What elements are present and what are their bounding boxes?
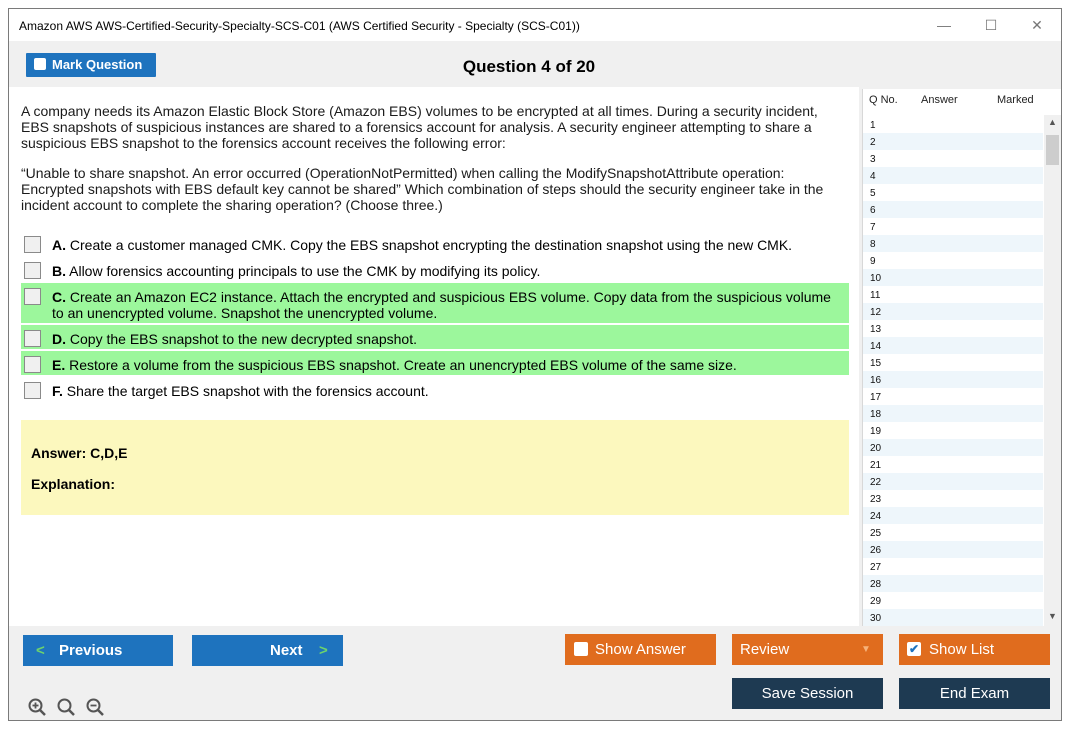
question-number: 19 [870,426,882,437]
question-list-row[interactable] [863,609,1043,626]
question-list-row[interactable] [863,320,1043,337]
option-e-text: Restore a volume from the suspicious EBS snapshot. Create an unencrypted EBS volume of the same size. [69,357,737,373]
save-session-button[interactable]: Save Session [732,678,883,709]
option-d[interactable] [21,325,849,349]
option-c-letter: C. [52,289,66,305]
question-list-row[interactable] [863,422,1043,439]
explanation-label: Explanation: [31,476,116,492]
zoom-out-icon[interactable] [86,698,104,716]
option-a-text: Create a customer managed CMK. Copy the EBS snapshot encrypting the destination snapshot using the new CMK. [69,237,793,253]
question-number: 21 [870,460,882,471]
option-b[interactable] [21,257,849,281]
question-list [862,89,1061,626]
question-list-row[interactable] [863,558,1043,575]
question-list-row[interactable] [863,473,1043,490]
question-number: 11 [870,290,881,301]
mark-checkbox-icon [34,58,46,70]
question-number: 14 [870,341,882,352]
answer-text: Answer: C,D,E [31,445,128,461]
option-b-checkbox[interactable] [24,262,41,279]
question-number: 3 [870,154,876,165]
marked-header: Marked [997,94,1034,106]
question-list-row[interactable] [863,405,1043,422]
question-list-row[interactable] [863,439,1043,456]
question-number: 27 [870,562,882,573]
question-list-row[interactable] [863,354,1043,371]
question-list-row[interactable] [863,252,1043,269]
show-list-button[interactable] [899,634,1050,665]
top-toolbar [9,41,1061,87]
zoom-in-icon[interactable] [28,698,46,716]
next-label: Next [270,642,303,659]
question-number: 17 [870,392,882,403]
question-list-row[interactable] [863,524,1043,541]
answer-panel [21,420,849,515]
scroll-down-icon[interactable]: ▼ [1048,611,1057,621]
option-e-letter: E. [52,357,66,373]
option-c-checkbox[interactable] [24,288,41,305]
question-number: 13 [870,324,882,335]
question-number: 29 [870,596,882,607]
question-panel [9,87,859,627]
show-answer-checkbox-icon [574,642,588,656]
question-list-row[interactable] [863,575,1043,592]
question-number: 8 [870,239,876,250]
question-list-row[interactable] [863,337,1043,354]
question-list-scrollbar[interactable] [1044,115,1061,626]
question-list-row[interactable] [863,235,1043,252]
question-list-row[interactable] [863,490,1043,507]
previous-label: Previous [59,642,123,659]
question-number: 20 [870,443,882,454]
option-f-letter: F. [52,383,63,399]
question-list-row[interactable] [863,150,1043,167]
question-list-row[interactable] [863,286,1043,303]
question-number: 28 [870,579,882,590]
mark-question-button[interactable] [26,53,156,77]
question-number: 15 [870,358,882,369]
question-list-row[interactable] [863,541,1043,558]
question-number: 16 [870,375,882,386]
option-f-checkbox[interactable] [24,382,41,399]
option-d-text: Copy the EBS snapshot to the new decrypted snapshot. [69,331,417,347]
question-list-row[interactable] [863,507,1043,524]
option-c-text: Create an Amazon EC2 instance. Attach the encrypted and suspicious EBS volume. Copy data from the suspicious volume to an unencrypted volume. Snapshot the unencrypted volume. [52,289,831,321]
question-list-row[interactable] [863,269,1043,286]
chevron-right-icon: > [319,642,328,659]
question-number: 5 [870,188,876,199]
review-label: Review [740,641,790,658]
question-number: 22 [870,477,882,488]
option-a-letter: A. [52,237,66,253]
zoom-reset-icon[interactable] [57,698,75,716]
question-list-row[interactable] [863,133,1043,150]
footer-bar [9,626,1061,721]
question-list-row[interactable] [863,371,1043,388]
scroll-thumb[interactable] [1046,135,1059,165]
question-list-header [863,89,1061,115]
question-number: 2 [870,137,876,148]
question-number: 7 [870,222,876,233]
question-number: 6 [870,205,876,216]
end-exam-button[interactable]: End Exam [899,678,1050,709]
question-number: 25 [870,528,882,539]
option-d-checkbox[interactable] [24,330,41,347]
option-e-checkbox[interactable] [24,356,41,373]
question-list-row[interactable] [863,167,1043,184]
question-title: Question 4 of 20 [462,57,596,76]
question-paragraph-2: “Unable to share snapshot. An error occurred (OperationNotPermitted) when calling the ModifySnapshotAttribute operation: Encrypted snapshots with EBS default key cannot be shared” Which combination of steps should the security engineer take in the incident account to complete the sharing operation? (Choose three.) [21,165,824,213]
option-b-letter: B. [52,263,66,279]
question-list-row[interactable] [863,388,1043,405]
question-list-row[interactable] [863,303,1043,320]
review-dropdown[interactable] [732,634,883,665]
question-list-row[interactable] [863,201,1043,218]
qno-header: Q No. [869,94,898,106]
question-list-row[interactable] [863,456,1043,473]
option-a-checkbox[interactable] [24,236,41,253]
option-f[interactable] [21,377,849,401]
question-list-row[interactable] [863,116,1043,133]
question-list-row[interactable] [863,218,1043,235]
app-window [8,8,1062,721]
question-list-row[interactable] [863,592,1043,609]
question-number: 24 [870,511,882,522]
answer-header: Answer [921,94,958,106]
minimize-button[interactable]: — [937,17,951,33]
question-number: 23 [870,494,882,505]
scroll-up-icon[interactable]: ▲ [1048,117,1057,127]
show-list-label: Show List [929,641,995,658]
option-f-text: Share the target EBS snapshot with the forensics account. [66,383,429,399]
close-button[interactable]: ✕ [1031,17,1043,33]
next-button[interactable] [192,635,343,666]
mark-question-label: Mark Question [52,57,143,72]
question-list-row[interactable] [863,184,1043,201]
question-number: 4 [870,171,876,182]
dropdown-arrow-icon: ▼ [861,644,871,655]
question-number: 30 [870,613,882,624]
question-number: 9 [870,256,876,267]
question-number: 12 [870,307,882,318]
show-list-checkbox-icon: ✔ [908,642,920,656]
option-c[interactable] [21,283,849,323]
show-answer-label: Show Answer [595,641,686,658]
question-number: 10 [870,273,882,284]
question-paragraph-1: A company needs its Amazon Elastic Block Store (Amazon EBS) volumes to be encrypted at all times. During a security incident, EBS snapshots of suspicious instances are shared to a forensics account for analysis. A security engineer attempting to share a suspicious EBS snapshot to the forensics account receives the following error: [21,103,818,151]
option-e[interactable] [21,351,849,375]
maximize-button[interactable]: ☐ [984,17,998,33]
question-number: 1 [870,120,876,131]
option-b-text: Allow forensics accounting principals to use the CMK by modifying its policy. [69,263,541,279]
show-answer-button[interactable] [565,634,716,665]
title-bar [9,9,1061,41]
option-a[interactable] [21,231,849,255]
window-title: Amazon AWS AWS-Certified-Security-Specialty-SCS-C01 (AWS Certified Security - Specialty (SCS-C01)) [19,19,580,33]
question-number: 26 [870,545,882,556]
option-d-letter: D. [52,331,66,347]
question-number: 18 [870,409,882,420]
chevron-left-icon: < [36,642,45,659]
previous-button[interactable] [23,635,173,666]
